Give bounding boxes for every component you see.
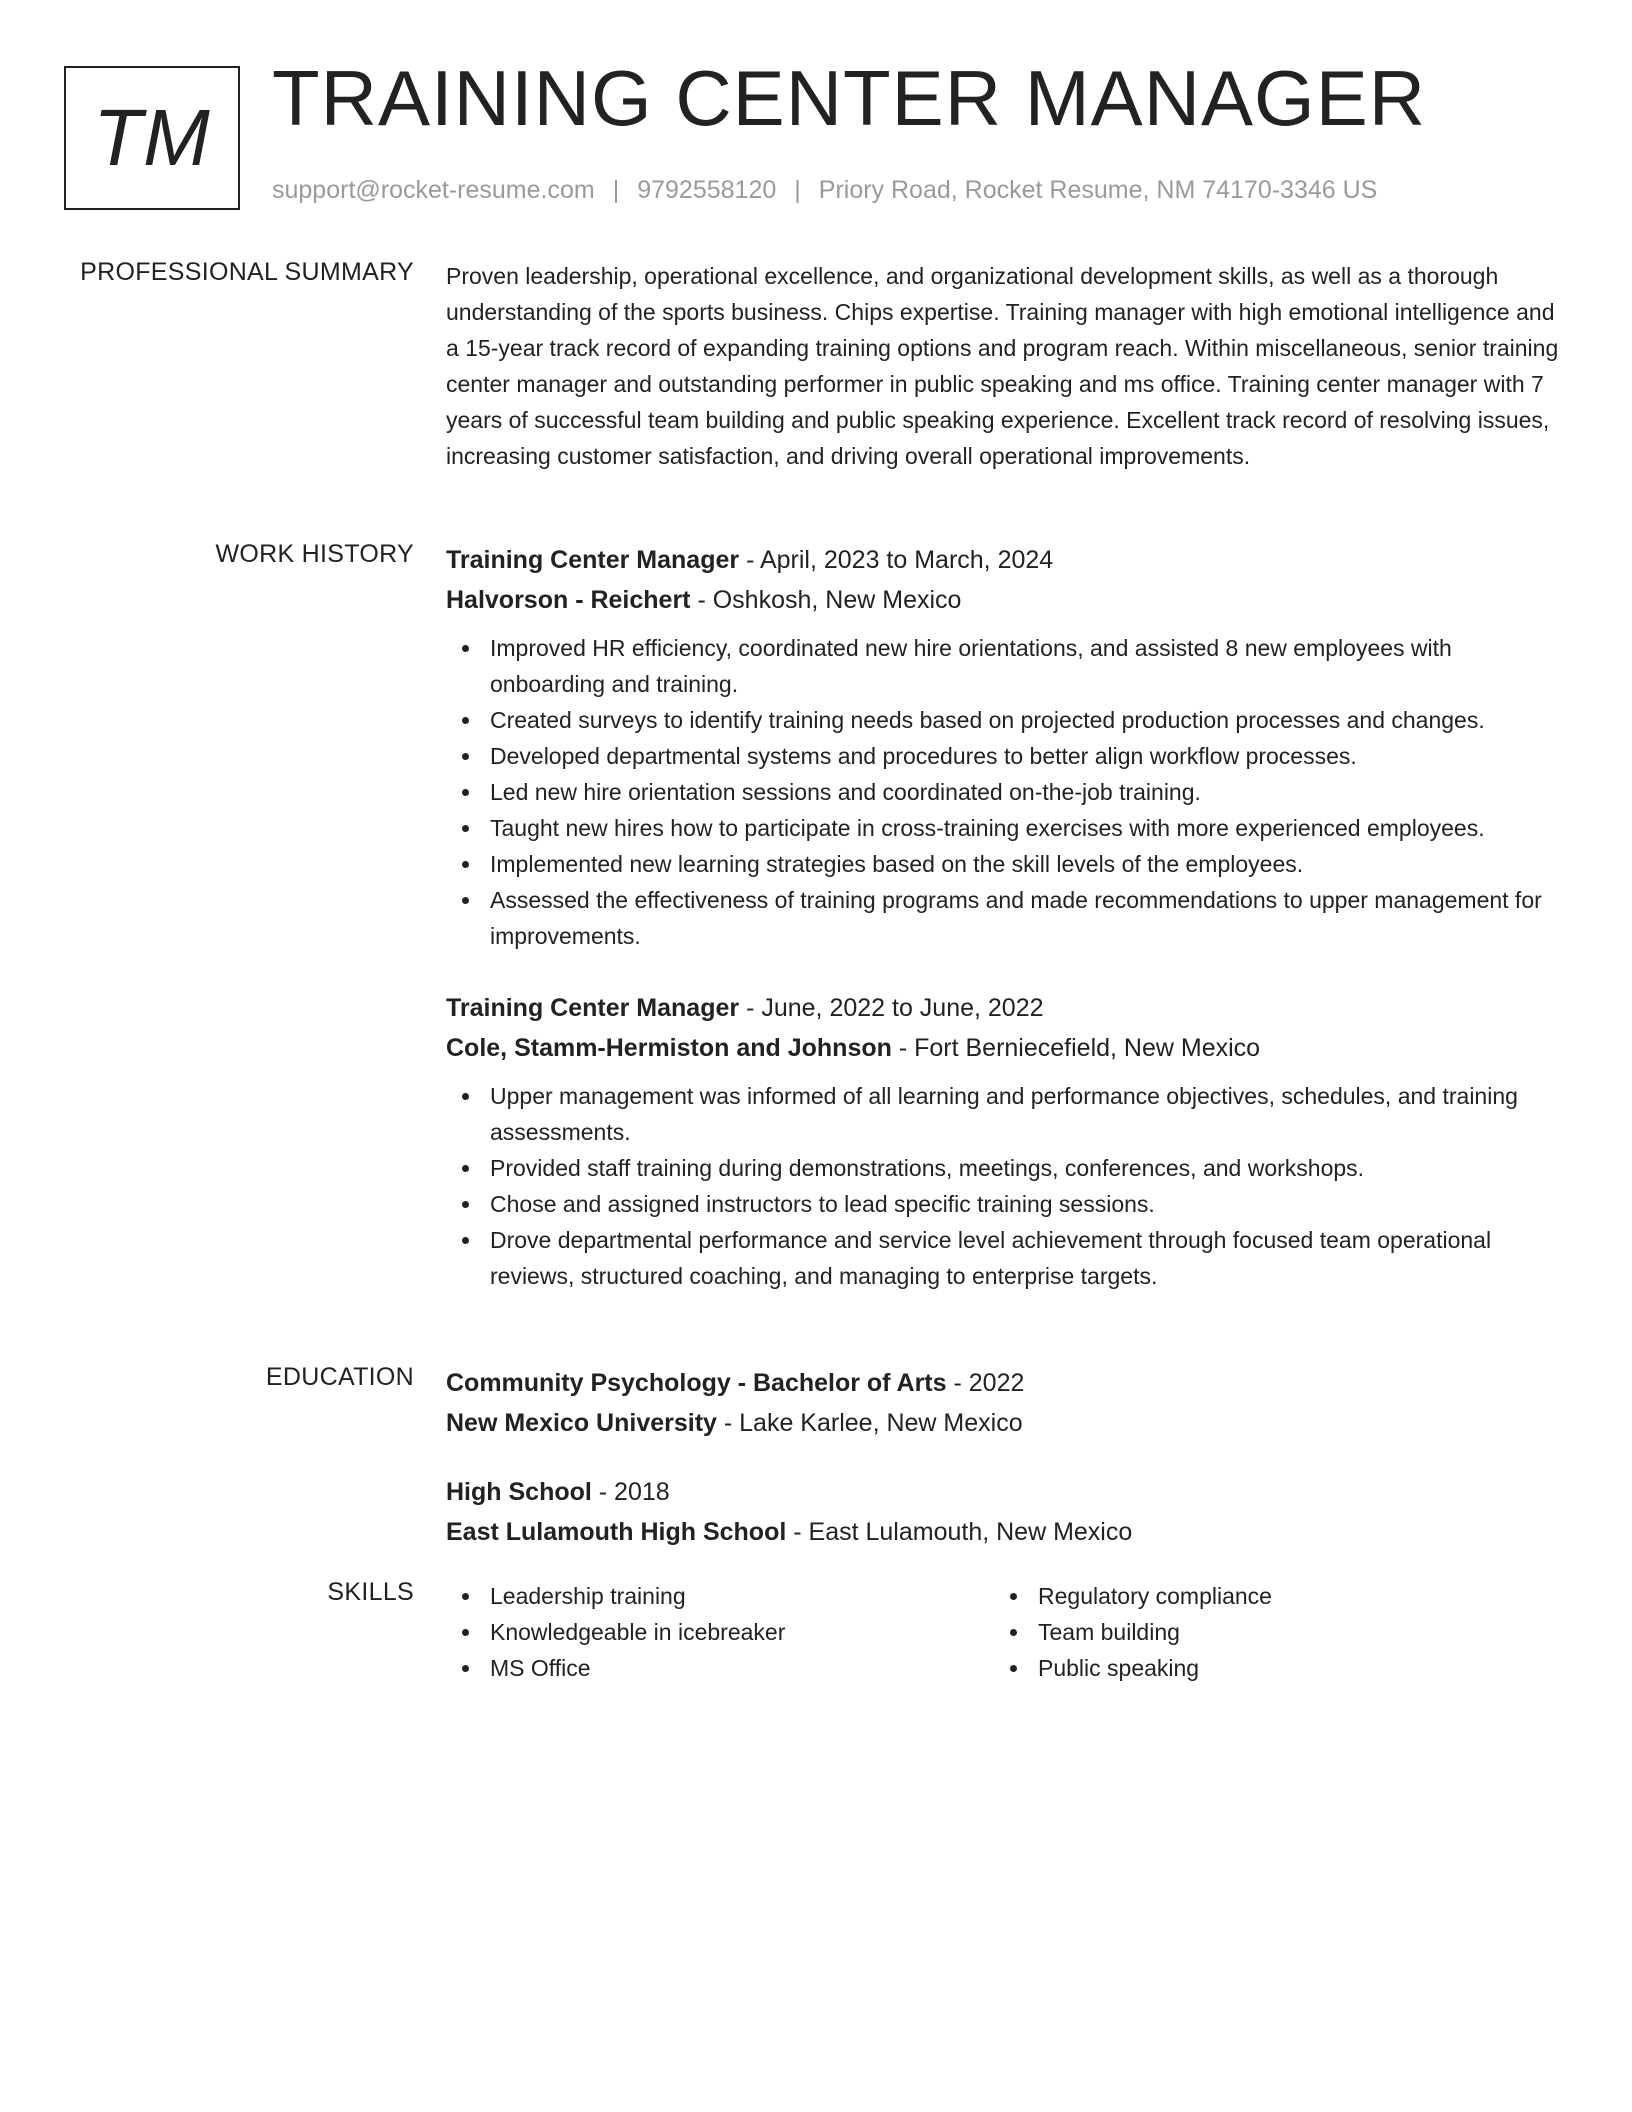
education-entry (446, 1363, 1566, 1443)
education-degree: Community Psychology - Bachelor of Arts (446, 1369, 947, 1397)
education-school-line (446, 1512, 1566, 1552)
skill-item: MS Office (446, 1650, 994, 1686)
list-item: Chose and assigned instructors to lead specific training sessions. (446, 1186, 1566, 1222)
education-entry (446, 1472, 1566, 1552)
education-degree-line (446, 1472, 1566, 1512)
job-bullets (446, 630, 1566, 954)
job-title: Training Center Manager (446, 546, 740, 574)
list-item: Implemented new learning strategies based on the skill levels of the employees. (446, 846, 1566, 882)
skill-item: Public speaking (994, 1650, 1542, 1686)
contact-separator: | (794, 176, 801, 204)
job-title-line (446, 540, 1566, 580)
education-location: - Lake Karlee, New Mexico (716, 1409, 1023, 1437)
education-year: - 2018 (591, 1478, 670, 1506)
list-item: Led new hire orientation sessions and coordinated on-the-job training. (446, 774, 1566, 810)
job-location: - Oshkosh, New Mexico (690, 586, 962, 614)
skill-item: Team building (994, 1614, 1542, 1650)
list-item: Created surveys to identify training needs based on projected production processes and changes. (446, 702, 1566, 738)
list-item: Assessed the effectiveness of training programs and made recommendations to upper management for improvements. (446, 882, 1566, 954)
section-label-work-history: WORK HISTORY (215, 540, 414, 568)
job-location: - Fort Berniecefield, New Mexico (891, 1034, 1261, 1062)
section-label-summary: PROFESSIONAL SUMMARY (80, 258, 414, 286)
list-item: Developed departmental systems and procedures to better align workflow processes. (446, 738, 1566, 774)
skill-item: Knowledgeable in icebreaker (446, 1614, 994, 1650)
contact-line (272, 176, 1377, 205)
skills-column-right (994, 1578, 1542, 1686)
education-location: - East Lulamouth, New Mexico (786, 1518, 1133, 1546)
monogram-initials: TM (93, 93, 211, 182)
skill-item: Leadership training (446, 1578, 994, 1614)
section-label-skills: SKILLS (327, 1578, 414, 1606)
contact-separator: | (612, 176, 620, 204)
contact-email: support@rocket-resume.com (272, 176, 595, 204)
education-school-line (446, 1403, 1566, 1443)
section-label-education: EDUCATION (265, 1363, 414, 1391)
skills-column-left (446, 1578, 994, 1686)
skill-item: Regulatory compliance (994, 1578, 1542, 1614)
resume-title: TRAINING CENTER MANAGER (272, 54, 1427, 142)
job-dates: - April, 2023 to March, 2024 (739, 546, 1054, 574)
summary-text: Proven leadership, operational excellence, and organizational development skills, as well as a thorough understanding of the sports business. Chips expertise. Training manager with high emotional intelligence and a 15-year track record of expanding training options and program reach. Within miscellaneous, senior training center manager and outstanding performer in public speaking and ms office. Training center manager with 7 years of successful team building and public speaking experience. Excellent track record of resolving issues, increasing customer satisfaction, and driving overall operational improvements. (446, 263, 1559, 469)
education-degree: High School (446, 1478, 592, 1506)
job-company-line (446, 580, 1566, 620)
education-school: New Mexico University (446, 1409, 717, 1437)
job-company: Halvorson - Reichert (446, 586, 691, 614)
job-title-line (446, 988, 1566, 1028)
job-company: Cole, Stamm-Hermiston and Johnson (446, 1034, 892, 1062)
list-item: Taught new hires how to participate in cross-training exercises with more experienced employees. (446, 810, 1566, 846)
job-company-line (446, 1028, 1566, 1068)
education-degree-line (446, 1363, 1566, 1403)
list-item: Upper management was informed of all learning and performance objectives, schedules, and training assessments. (446, 1078, 1566, 1150)
contact-phone: 9792558120 (637, 176, 777, 204)
job-dates: - June, 2022 to June, 2022 (739, 994, 1044, 1022)
list-item: Drove departmental performance and service level achievement through focused team operational reviews, structured coaching, and managing to enterprise targets. (446, 1222, 1566, 1294)
contact-address: Priory Road, Rocket Resume, NM 74170-3346 US (818, 176, 1378, 204)
list-item: Provided staff training during demonstrations, meetings, conferences, and workshops. (446, 1150, 1566, 1186)
list-item: Improved HR efficiency, coordinated new hire orientations, and assisted 8 new employees with onboarding and training. (446, 630, 1566, 702)
skills-grid (446, 1578, 1566, 1686)
monogram-box (64, 66, 240, 210)
job-title: Training Center Manager (446, 994, 740, 1022)
education-year: - 2022 (946, 1369, 1025, 1397)
education-school: East Lulamouth High School (446, 1518, 787, 1546)
job-entry (446, 540, 1566, 954)
job-bullets (446, 1078, 1566, 1294)
job-entry (446, 988, 1566, 1294)
